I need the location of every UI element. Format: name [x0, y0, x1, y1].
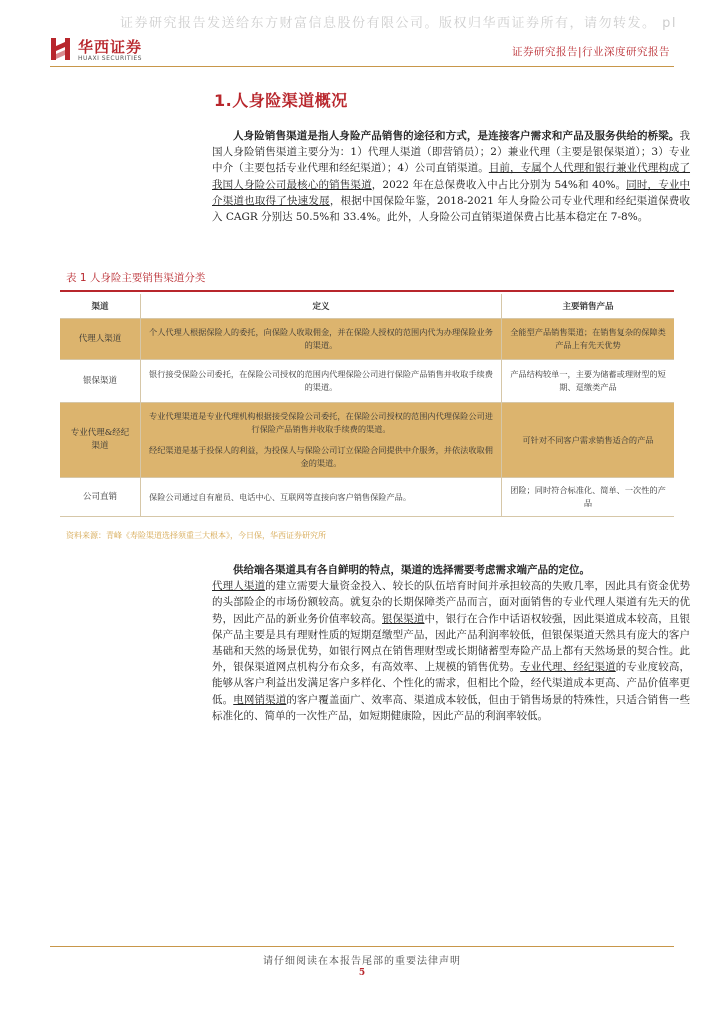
- header-channel: 渠道: [60, 294, 141, 319]
- intro-lead-sentence: 人身险销售渠道是指人身险产品销售的途径和方式，是连接客户需求和产品及服务供给的桥梁。: [233, 130, 680, 142]
- cell-products: 全能型产品销售渠道；在销售复杂的保障类产品上有先天优势: [502, 319, 675, 360]
- online-telesales-text: 的客户覆盖面广、效率高、渠道成本较低，但由于销售场景的特殊性，只适合销售一些标准化的、简单的一次性产品，如短期健康险，因此产品的利润率较低。: [212, 693, 690, 722]
- page-number: 5: [358, 968, 366, 978]
- cell-channel: 公司直销: [60, 478, 141, 517]
- header-products: 主要销售产品: [502, 294, 675, 319]
- cell-definition: 保险公司通过自有雇员、电话中心、互联网等直接向客户销售保险产品。: [141, 478, 502, 517]
- professional-agency-text: 的专业度较高，能够从客户利益出发满足客户多样化、个性化的需求，但相比个险，经代渠道成本更高、产品价值率更低。: [212, 661, 690, 706]
- section-title: 1.人身险渠道概况: [214, 91, 348, 110]
- intro-share-stats: ，2022 年在总保费收入中占比分别为 54%和 40%。: [371, 178, 627, 191]
- term-online-telesales: 电网销渠道: [233, 693, 287, 706]
- company-logo: [50, 36, 190, 66]
- footer-divider: [50, 946, 674, 947]
- cell-definition: 个人代理人根据保险人的委托，向保险人收取佣金，并在保险人授权的范围内代为办理保险业务的渠道。: [141, 319, 502, 360]
- cell-products: 产品结构较单一，主要为储蓄或理财型的短期、趸缴类产品: [502, 360, 675, 403]
- logo-english-name: HUAXI SECURITIES: [78, 55, 142, 62]
- cell-products: 可针对不同客户需求销售适合的产品: [502, 403, 675, 478]
- cell-channel: 代理人渠道: [60, 319, 141, 360]
- definition-agency: 专业代理渠道是专业代理机构根据接受保险公司委托，在保险公司授权的范围内代理保险公司进行保险产品销售并收取手续费的渠道。: [149, 411, 493, 434]
- table-header-row: [60, 294, 674, 319]
- cell-definition: [141, 403, 502, 478]
- header-definition: 定义: [141, 294, 502, 319]
- intro-core-channels: 目前，专属个人代理和银行兼业代理构成了我国人身险公司最核心的销售渠道: [212, 162, 691, 191]
- header-divider: [50, 66, 674, 67]
- table-top-rule: [60, 290, 674, 292]
- table-row: [60, 403, 674, 478]
- term-professional-agency: 专业代理、经纪渠道: [520, 661, 616, 674]
- intro-cagr-stats: ，根据中国保险年鉴，2018-2021 年人身险公司专业代理和经纪渠道保费收入 CAGR 分别达 50.5%和 33.4%。此外，人身险公司直销渠道保费占比基本稳定在 7-8%。: [212, 194, 691, 224]
- cell-definition: 银行接受保险公司委托，在保险公司授权的范围内代理保险公司进行保险产品销售并收取手续费的渠道。: [141, 360, 502, 403]
- table-row: [60, 478, 674, 517]
- table-source-note: 资料来源：青峰《寿险渠道选择须重三大根本》，今日保，华西证券研究所: [66, 531, 326, 540]
- bancassurance-text: 中，银行在合作中话语权较强，因此渠道成本较高，且银保产品主要是具有理财性质的短期趸缴型产品，因此产品利润率较低，但银保渠道天然具有庞大的客户基础和天然的场景优势，如银行网点在销售理财型或长期储蓄型寿险产品上都有天然场景的契合性。此外，银保渠道网点机构分布众多，有高效率、上规模的销售优势。: [212, 612, 690, 674]
- watermark: 证券研究报告发送给东方财富信息股份有限公司。版权归华西证券所有，请勿转发。 pl: [120, 16, 677, 31]
- intro-channel-list: 我国人身险销售渠道主要分为：1）代理人渠道（即营销员）；2）兼业代理（主要是银保渠道）；3）专业中介（主要包括专业代理和经纪渠道）；4）公司直销渠道。: [212, 130, 690, 175]
- agent-channel-text: 的建立需要大量资金投入、较长的队伍培育时间并承担较高的失败几率，因此具有资金优势的头部险企的市场份额较高。就复杂的长期保障类产品而言，面对面销售的专业代理人渠道有先天的优势，因此产品的新业务价值率较高。: [212, 580, 690, 625]
- definition-brokerage: 经纪渠道是基于投保人的利益，为投保人与保险公司订立保险合同提供中介服务，并依法收取佣金的渠道。: [149, 445, 493, 468]
- cell-channel: 专业代理&经纪渠道: [60, 403, 141, 478]
- intro-paragraph: [212, 128, 690, 225]
- term-bancassurance: 银保渠道: [382, 612, 425, 625]
- table-row: [60, 319, 674, 360]
- huaxi-logo-icon: [50, 36, 72, 62]
- intro-intermediary-growth: 同时，专业中介渠道也取得了快速发展: [212, 178, 691, 207]
- cell-products: 团险；同时符合标准化、简单、一次性的产品: [502, 478, 675, 517]
- analysis-paragraph: [212, 562, 690, 724]
- cell-channel: 银保渠道: [60, 360, 141, 403]
- term-agent-channel: 代理人渠道: [212, 580, 266, 593]
- report-type-label: 证券研究报告|行业深度研究报告: [511, 46, 670, 58]
- legal-notice: 请仔细阅读在本报告尾部的重要法律声明: [263, 956, 461, 967]
- channel-classification-table: [60, 294, 674, 517]
- table-caption: 表 1 人身险主要销售渠道分类: [66, 272, 206, 284]
- analysis-lead-sentence: 供给端各渠道具有各自鲜明的特点，渠道的选择需要考虑需求端产品的定位。: [233, 564, 590, 576]
- table-row: [60, 360, 674, 403]
- logo-chinese-name: 华西证券: [78, 38, 143, 56]
